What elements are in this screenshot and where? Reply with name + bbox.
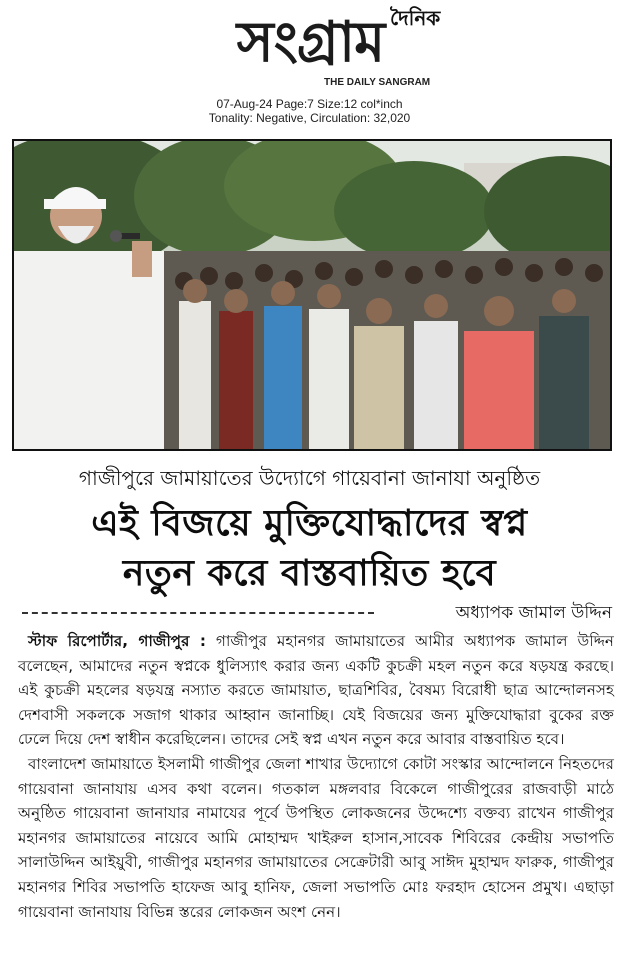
byline-row (22, 600, 612, 622)
headline-line-1: এই বিজয়ে মুক্তিযোদ্ধাদের স্বপ্ন (91, 503, 528, 544)
masthead-dainik: দৈনিক (390, 6, 441, 30)
clipping-meta-tonality: Tonality: Negative, Circulation: 32,020 (208, 111, 411, 125)
byline-divider (22, 612, 374, 614)
paragraph-1-text: গাজীপুর মহানগর জামায়াতের আমীর অধ্যাপক জামাল উদ্দিন বলেছেন, আমাদের নতুন স্বপ্নকে ধুলিস্যাৎ করার জন্য একটি কুচক্রী মহল নতুন করে ষড়যন্ত্র করছে। এই কুচক্রী মহলের ষড়যন্ত্র নস্যাত করতে জামায়াত, ছাত্রশিবির, বৈষম্য বিরোধী ছাত্র আন্দোলনসহ দেশবাসী সকলকে সজাগ থাকার আহ্বান জানাচ্ছি। যেই বিজয়ের জন্য মুক্তিযোদ্ধারা বুকের রক্ত ঢেলে দিয়ে দেশ স্বাধীন করেছিলেন। তাদের সেই স্বপ্ন এখন নতুন করে আবার বাস্তবায়িত হবে। (18, 632, 614, 749)
article-body (18, 629, 614, 924)
paragraph-2: বাংলাদেশ জামায়াতে ইসলামী গাজীপুর জেলা শাখার উদ্যোগে কোটা সংস্কার আন্দোলনে নিহতদের গায়েবানা জানাযায় এসব কথা বলেন। গতকাল মঙ্গলবার বিকেলে গাজীপুরের রাজবাড়ী মাঠে অনুষ্ঠিত গায়েবানা জানাযার নামাযের পূর্বে উপস্থিত লোকজনের উদ্দেশ্যে বক্তব্য রাখেন গাজীপুর মহানগর জামায়াতের নায়েবে আমি মোহাম্মদ খাইরুল হাসান,সাবেক শিবিরের কেন্দ্রীয় সভাপতি সালাউদ্দিন আইয়ুবী, গাজীপুর মহানগর জামায়াতের সেক্রেটারী আবু সাঈদ মুহাম্মদ ফারুক, গাজীপুর মহানগর শিবির সভাপতি হাফেজ আবু হানিফ, জেলা সভাপতি মোঃ ফরহাদ হোসেন প্রমুখ। এছাড়া গায়েবানা জানাযায় বিভিন্ন স্তরের লোকজন অংশ নেন। (18, 754, 614, 921)
masthead (0, 0, 619, 130)
newspaper-logo: সংগ্রাম (236, 9, 385, 75)
masthead-subtitle: THE DAILY SANGRAM (324, 77, 431, 88)
article-kicker: গাজীপুরে জামায়াতের উদ্যোগে গায়েবানা জানাযা অনুষ্ঠিত (78, 466, 541, 490)
paragraph-1 (18, 629, 614, 752)
dateline: স্টাফ রিপোর্টার, গাজীপুর : (28, 632, 206, 650)
clipping-meta-date: 07-Aug-24 Page:7 Size:12 col*inch (216, 97, 403, 111)
headline-line-2: নতুন করে বাস্তবায়িত হবে (122, 553, 497, 594)
news-photo (12, 139, 612, 451)
byline: অধ্যাপক জামাল উদ্দিন (455, 603, 612, 623)
